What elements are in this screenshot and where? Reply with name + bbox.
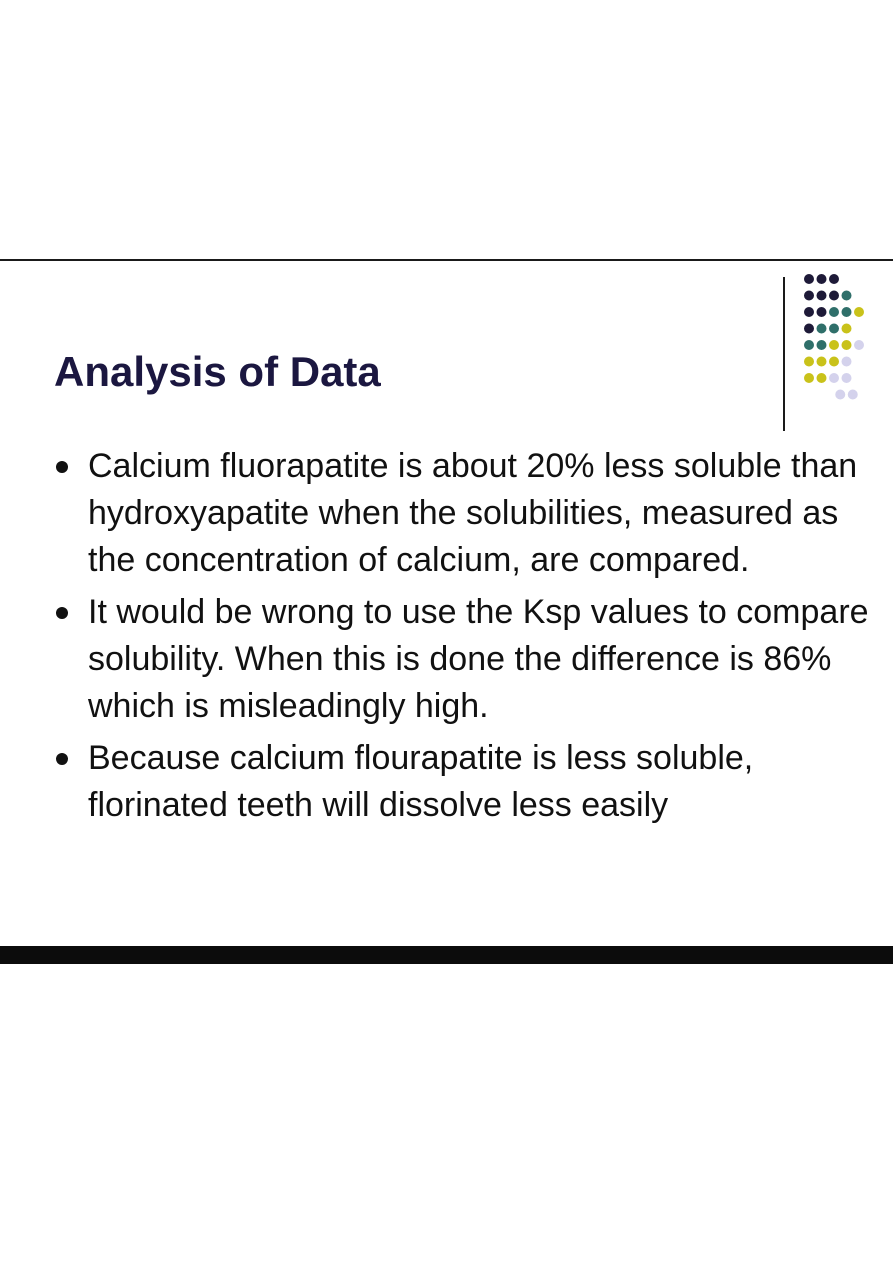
bullet-dot-icon — [56, 753, 68, 765]
top-rule — [0, 259, 893, 261]
decorative-dot — [842, 324, 852, 334]
slide-title: Analysis of Data — [54, 348, 381, 395]
bullet-item — [50, 735, 870, 829]
decorative-dot — [854, 307, 864, 317]
bullet-dot-icon — [56, 607, 68, 619]
decorative-dot — [817, 307, 827, 317]
bullet-text: Because calcium flourapatite is less soluble, florinated teeth will dissolve less easily — [88, 739, 754, 824]
decorative-dot — [842, 307, 852, 317]
decorative-dot — [829, 340, 839, 350]
decorative-dot — [804, 274, 814, 284]
bottom-bar — [0, 946, 893, 964]
decorative-dot — [804, 291, 814, 301]
decorative-dot — [817, 340, 827, 350]
decorative-dot-grid — [790, 268, 893, 418]
decorative-dot — [817, 274, 827, 284]
decorative-dot — [829, 373, 839, 383]
bullet-list — [50, 443, 870, 834]
decorative-dot — [829, 357, 839, 367]
decorative-dot — [842, 291, 852, 301]
decorative-dot — [835, 390, 845, 400]
decorative-dot — [804, 357, 814, 367]
bullet-dot-icon — [56, 461, 68, 473]
decorative-dot — [817, 357, 827, 367]
decorative-dot — [854, 340, 864, 350]
decorative-dot — [804, 373, 814, 383]
decorative-dot — [842, 373, 852, 383]
bullet-text: Calcium fluorapatite is about 20% less soluble than hydroxyapatite when the solubilities, measured as the concentration of calcium, are compared. — [88, 447, 858, 579]
decorative-dot — [829, 274, 839, 284]
decorative-dot — [804, 340, 814, 350]
decorative-dot — [817, 373, 827, 383]
bullet-item — [50, 443, 870, 584]
decorative-dot — [817, 291, 827, 301]
decorative-dot — [804, 324, 814, 334]
bullet-text: It would be wrong to use the Ksp values to compare solubility. When this is done the difference is 86% which is misleadingly high. — [88, 593, 869, 725]
vertical-divider — [783, 277, 785, 431]
decorative-dot — [842, 340, 852, 350]
decorative-dot — [829, 324, 839, 334]
decorative-dot — [817, 324, 827, 334]
bullet-item — [50, 589, 870, 730]
decorative-dot — [848, 390, 858, 400]
decorative-dot — [829, 307, 839, 317]
decorative-dot — [804, 307, 814, 317]
decorative-dot — [842, 357, 852, 367]
decorative-dot — [829, 291, 839, 301]
